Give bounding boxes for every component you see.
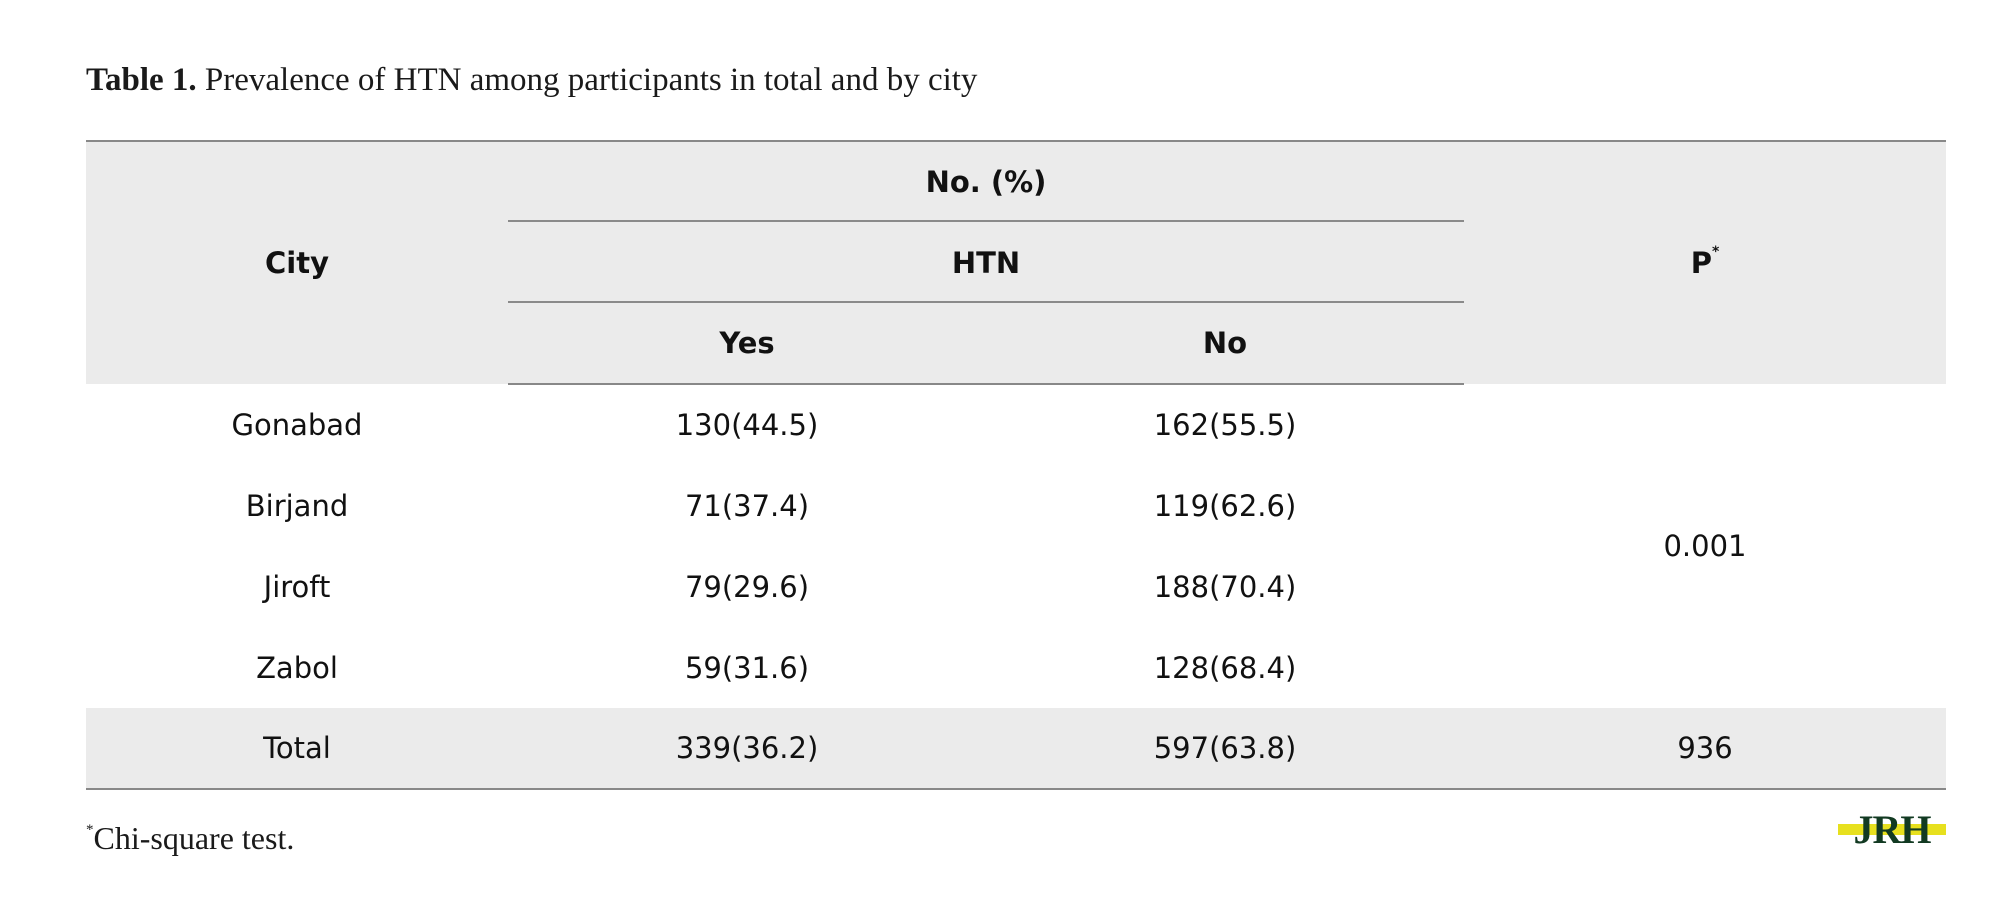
row-city: Birjand — [245, 488, 349, 523]
footnote — [86, 820, 294, 857]
row-no: 128(68.4) — [1153, 650, 1297, 685]
table-caption-text: Prevalence of HTN among participants in total and by city — [204, 62, 978, 98]
total-no: 597(63.8) — [986, 708, 1464, 789]
total-row — [86, 708, 1946, 789]
logo-text: JRH — [1853, 811, 1931, 847]
table-caption-label: Table 1. — [86, 62, 197, 98]
header-yes: Yes — [508, 303, 986, 384]
total-label: Total — [86, 708, 508, 789]
prevalence-table — [86, 140, 1946, 790]
header-group: No. (%) — [508, 141, 1464, 222]
header-no: No — [986, 303, 1464, 384]
table-caption — [86, 62, 977, 99]
row-yes: 79(29.6) — [684, 569, 810, 604]
header-city: City — [86, 141, 508, 384]
header-subgroup: HTN — [508, 222, 1464, 303]
row-city: Gonabad — [231, 407, 363, 442]
total-n: 936 — [1464, 708, 1946, 789]
row-city: Jiroft — [263, 569, 331, 604]
p-value: 0.001 — [1663, 529, 1747, 563]
row-yes: 130(44.5) — [675, 408, 819, 442]
row-no: 119(62.6) — [1153, 488, 1297, 523]
jrh-logo — [1838, 811, 1946, 847]
header-p-mark: * — [1711, 244, 1720, 260]
header-p-label: P — [1690, 246, 1712, 280]
table-header — [86, 141, 1946, 384]
row-yes: 71(37.4) — [684, 488, 810, 523]
row-no: 188(70.4) — [1153, 569, 1297, 604]
total-yes: 339(36.2) — [508, 708, 986, 789]
table-body — [86, 384, 1946, 789]
row-yes: 59(31.6) — [684, 650, 810, 685]
footnote-text: Chi-square test. — [93, 820, 295, 856]
header-p — [1464, 141, 1946, 384]
row-city: Zabol — [256, 650, 338, 685]
row-no: 162(55.5) — [1153, 408, 1297, 442]
footnote-mark: * — [86, 822, 94, 838]
table-row — [86, 384, 1946, 465]
